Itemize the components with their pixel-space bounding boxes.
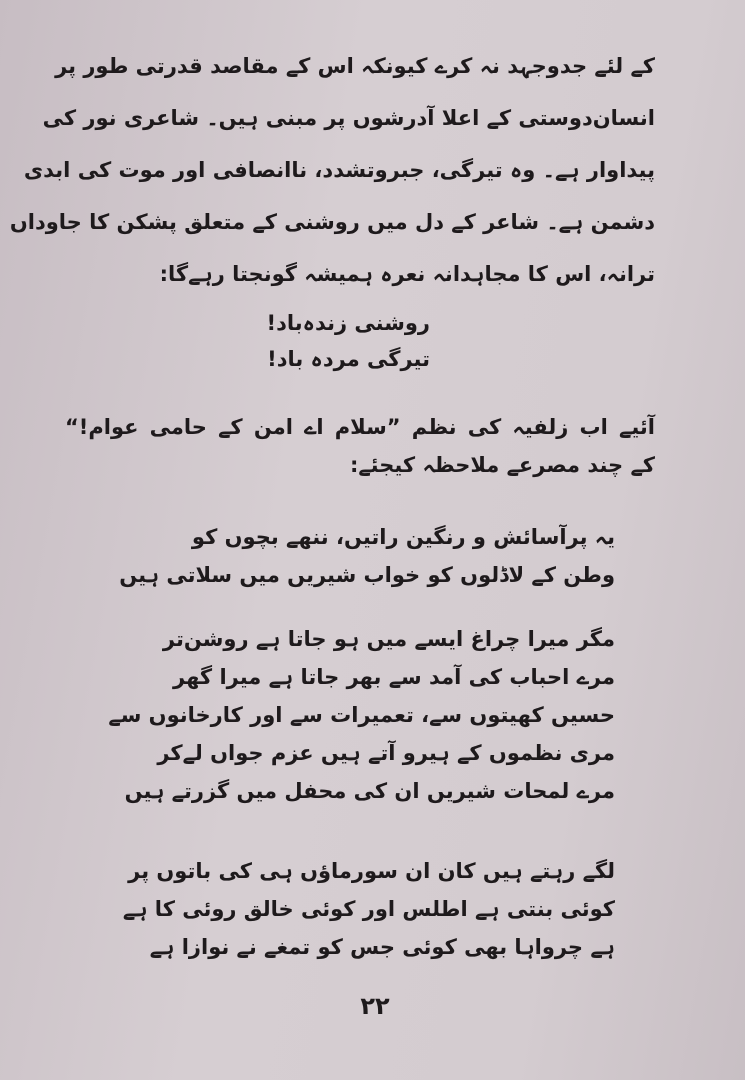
- paragraph-line: کے لئے جدوجہد نہ کرے کیونکہ اس کے مقاصد قدرتی طور پر: [55, 54, 655, 78]
- intro-paragraph: [65, 408, 655, 484]
- paragraph-line: دشمن ہے۔ شاعر کے دل میں روشنی کے متعلق پشکن کا جاوداں: [9, 210, 655, 234]
- intro-line: آئیے اب زلفیہ کی نظم ”سلام اے امن کے حامی عوام!“: [65, 415, 655, 439]
- poem-stanza: [123, 852, 615, 966]
- poem-verse: کوئی بنتی ہے اطلس اور کوئی خالق روئی کا ہے: [122, 897, 615, 921]
- page-number: ۲۲: [360, 992, 390, 1020]
- paragraph-line: انسان‌دوستی کے اعلا آدرشوں پر مبنی ہیں۔ شاعری نور کی: [42, 106, 655, 130]
- poem-verse: ہے چرواہا بھی کوئی جس کو تمغے نے نوازا ہے: [149, 935, 615, 959]
- paragraph-line: پیداوار ہے۔ وہ تیرگی، جبروتشدد، ناانصافی اور موت کی ابدی: [23, 158, 655, 182]
- slogan-line: روشنی زندہ‌باد!: [266, 311, 430, 335]
- poem-verse: وطن کے لاڈلوں کو خواب شیریں میں سلاتی ہیں: [119, 563, 615, 587]
- paragraph-line: ترانہ، اس کا مجاہدانہ نعرہ ہمیشہ گونجتا رہےگا:: [159, 262, 655, 286]
- intro-line: کے چند مصرعے ملاحظہ کیجئے:: [349, 453, 655, 477]
- slogan-line: تیرگی مردہ باد!: [267, 347, 430, 371]
- body-paragraph: [9, 40, 655, 300]
- poem-verse: یہ پرآسائش و رنگین راتیں، ننھے بچوں کو: [191, 525, 615, 549]
- poem-verse: مرے احباب کی آمد سے بھر جاتا ہے میرا گھر: [173, 665, 615, 689]
- poem-verse: مرے لمحات شیریں ان کی محفل میں گزرتے ہیں: [124, 779, 615, 803]
- poem-verse: مری نظموں کے ہیرو آتے ہیں عزم جواں لےکر: [157, 741, 615, 765]
- poem-stanza: [119, 518, 615, 594]
- poem-verse: حسیں کھیتوں سے، تعمیرات سے اور کارخانوں سے: [108, 703, 615, 727]
- poem-stanza: [108, 620, 615, 810]
- poem-verse: مگر میرا چراغ ایسے میں ہو جاتا ہے روشن‌تر: [162, 627, 615, 651]
- poem-verse: لگے رہتے ہیں کان ان سورماؤں ہی کی باتوں پر: [128, 859, 615, 883]
